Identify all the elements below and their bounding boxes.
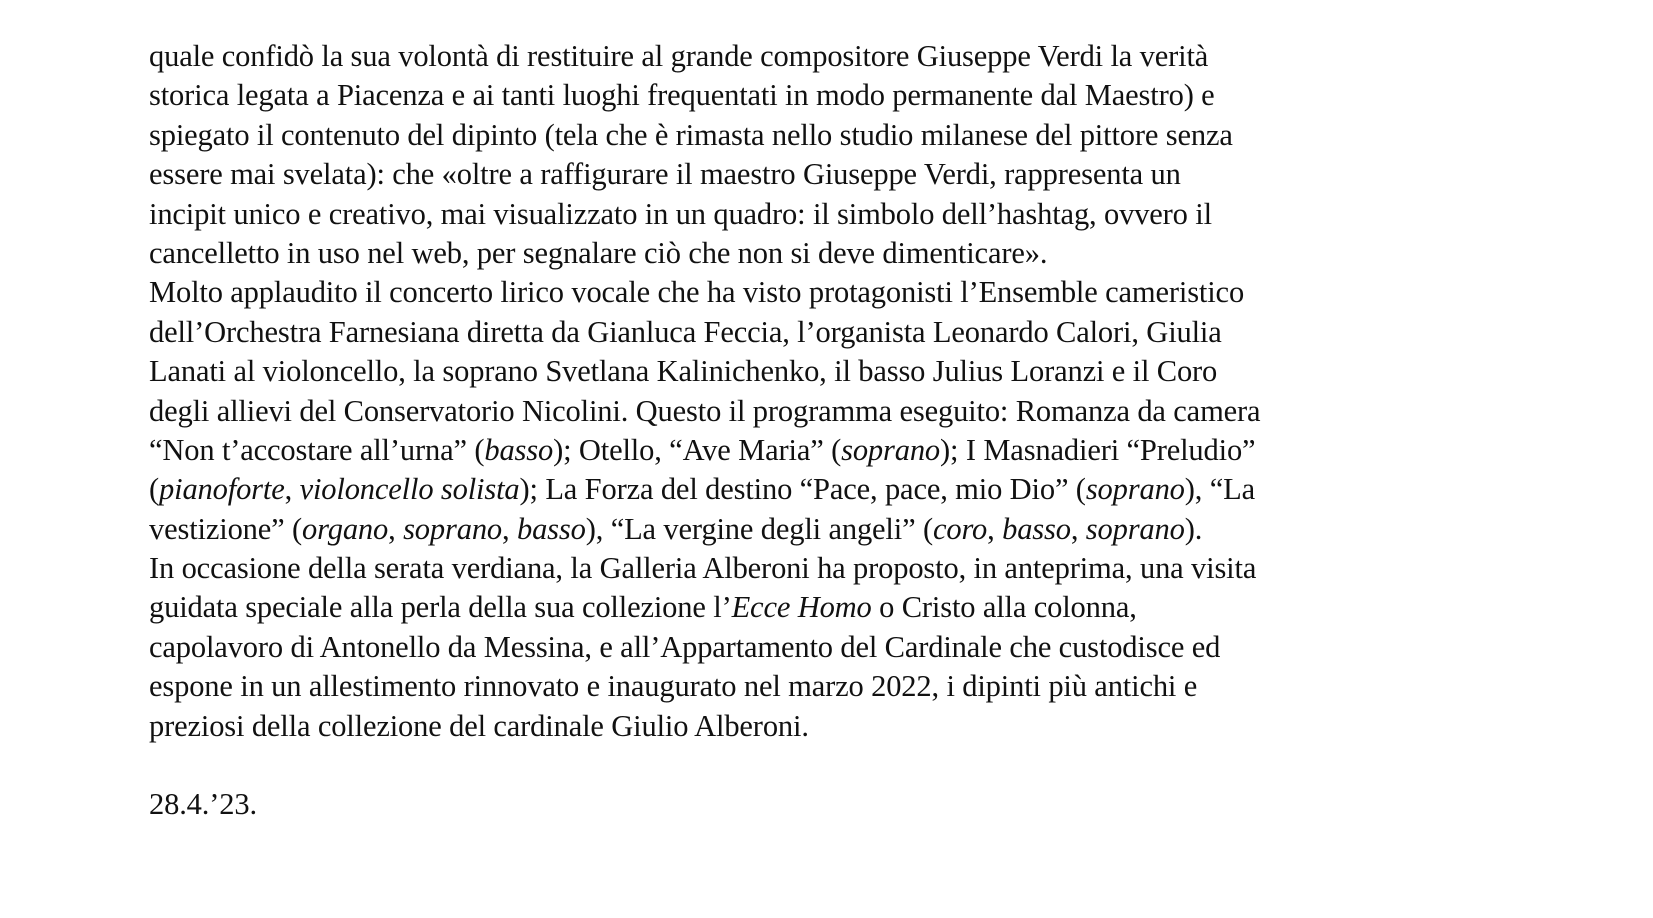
text-line: cancelletto in uso nel web, per segnalare ciò che non si deve dimenticare». xyxy=(149,235,1048,270)
italic-run: violoncello solista xyxy=(299,472,520,507)
text-run: ), “La vergine degli angeli” ( xyxy=(585,511,933,546)
text-line xyxy=(149,510,1449,549)
italic-run: Ecce Homo xyxy=(731,590,872,625)
blank-line xyxy=(149,746,1449,785)
text-line: In occasione della serata verdiana, la Galleria Alberoni ha proposto, in anteprima, una visita xyxy=(149,551,1257,586)
text-line xyxy=(149,470,1449,509)
document-date: 28.4.’23. xyxy=(149,787,257,822)
text-run: ); Otello, “Ave Maria” ( xyxy=(553,432,842,467)
text-run: “Non t’accostare all’urna” ( xyxy=(149,432,485,467)
text-line xyxy=(149,588,1449,627)
text-line: spiegato il contenuto del dipinto (tela che è rimasta nello studio milanese del pittore senza xyxy=(149,117,1233,152)
text-run: , xyxy=(502,511,517,546)
italic-run: soprano xyxy=(1085,511,1185,546)
italic-run: soprano xyxy=(1085,472,1185,507)
text-line: quale confidò la sua volontà di restituire al grande compositore Giuseppe Verdi la verità xyxy=(149,39,1209,73)
italic-run: basso xyxy=(1002,511,1071,546)
text-line: capolavoro di Antonello da Messina, e all’Appartamento del Cardinale che custodisce ed xyxy=(149,629,1221,664)
text-line: Lanati al violoncello, la soprano Svetlana Kalinichenko, il basso Julius Loranzi e il Coro xyxy=(149,354,1218,389)
text-run: , xyxy=(987,511,1003,546)
text-line: essere mai svelata): che «oltre a raffigurare il maestro Giuseppe Verdi, rappresenta un xyxy=(149,157,1181,192)
text-line: preziosi della collezione del cardinale Giulio Alberoni. xyxy=(149,708,809,743)
text-run: ). xyxy=(1184,511,1203,546)
text-run: ( xyxy=(149,472,160,507)
text-line: degli allievi del Conservatorio Nicolini. Questo il programma eseguito: Romanza da camera xyxy=(149,393,1261,428)
italic-run: pianoforte xyxy=(159,472,285,507)
text-run: ); La Forza del destino “Pace, pace, mio Dio” ( xyxy=(519,472,1086,507)
text-run: , xyxy=(284,472,300,507)
italic-run: organo xyxy=(302,511,389,546)
text-run: o Cristo alla colonna, xyxy=(871,590,1137,625)
text-run: ); I Masnadieri “Preludio” xyxy=(940,432,1256,467)
italic-run: basso xyxy=(516,511,586,546)
text-run: , xyxy=(388,511,404,546)
text-line: incipit unico e creativo, mai visualizzato in un quadro: il simbolo dell’hashtag, ovvero il xyxy=(149,196,1212,231)
text-run: , xyxy=(1070,511,1086,546)
italic-run: coro xyxy=(932,511,988,546)
italic-run: soprano xyxy=(403,511,503,546)
document-body xyxy=(149,37,1449,825)
text-line: dell’Orchestra Farnesiana diretta da Gianluca Feccia, l’organista Leonardo Calori, Giulia xyxy=(149,314,1222,349)
italic-run: basso xyxy=(484,432,554,467)
italic-run: soprano xyxy=(841,432,941,467)
text-run: ), “La xyxy=(1184,472,1255,507)
text-line: espone in un allestimento rinnovato e inaugurato nel marzo 2022, i dipinti più antichi e xyxy=(149,669,1198,704)
text-line: Molto applaudito il concerto lirico vocale che ha visto protagonisti l’Ensemble cameristico xyxy=(149,275,1245,310)
text-run: vestizione” ( xyxy=(149,511,303,546)
text-line: storica legata a Piacenza e ai tanti luoghi frequentati in modo permanente dal Maestro) e xyxy=(149,78,1215,113)
text-line xyxy=(149,431,1449,470)
text-run: guidata speciale alla perla della sua collezione l’ xyxy=(149,590,732,625)
